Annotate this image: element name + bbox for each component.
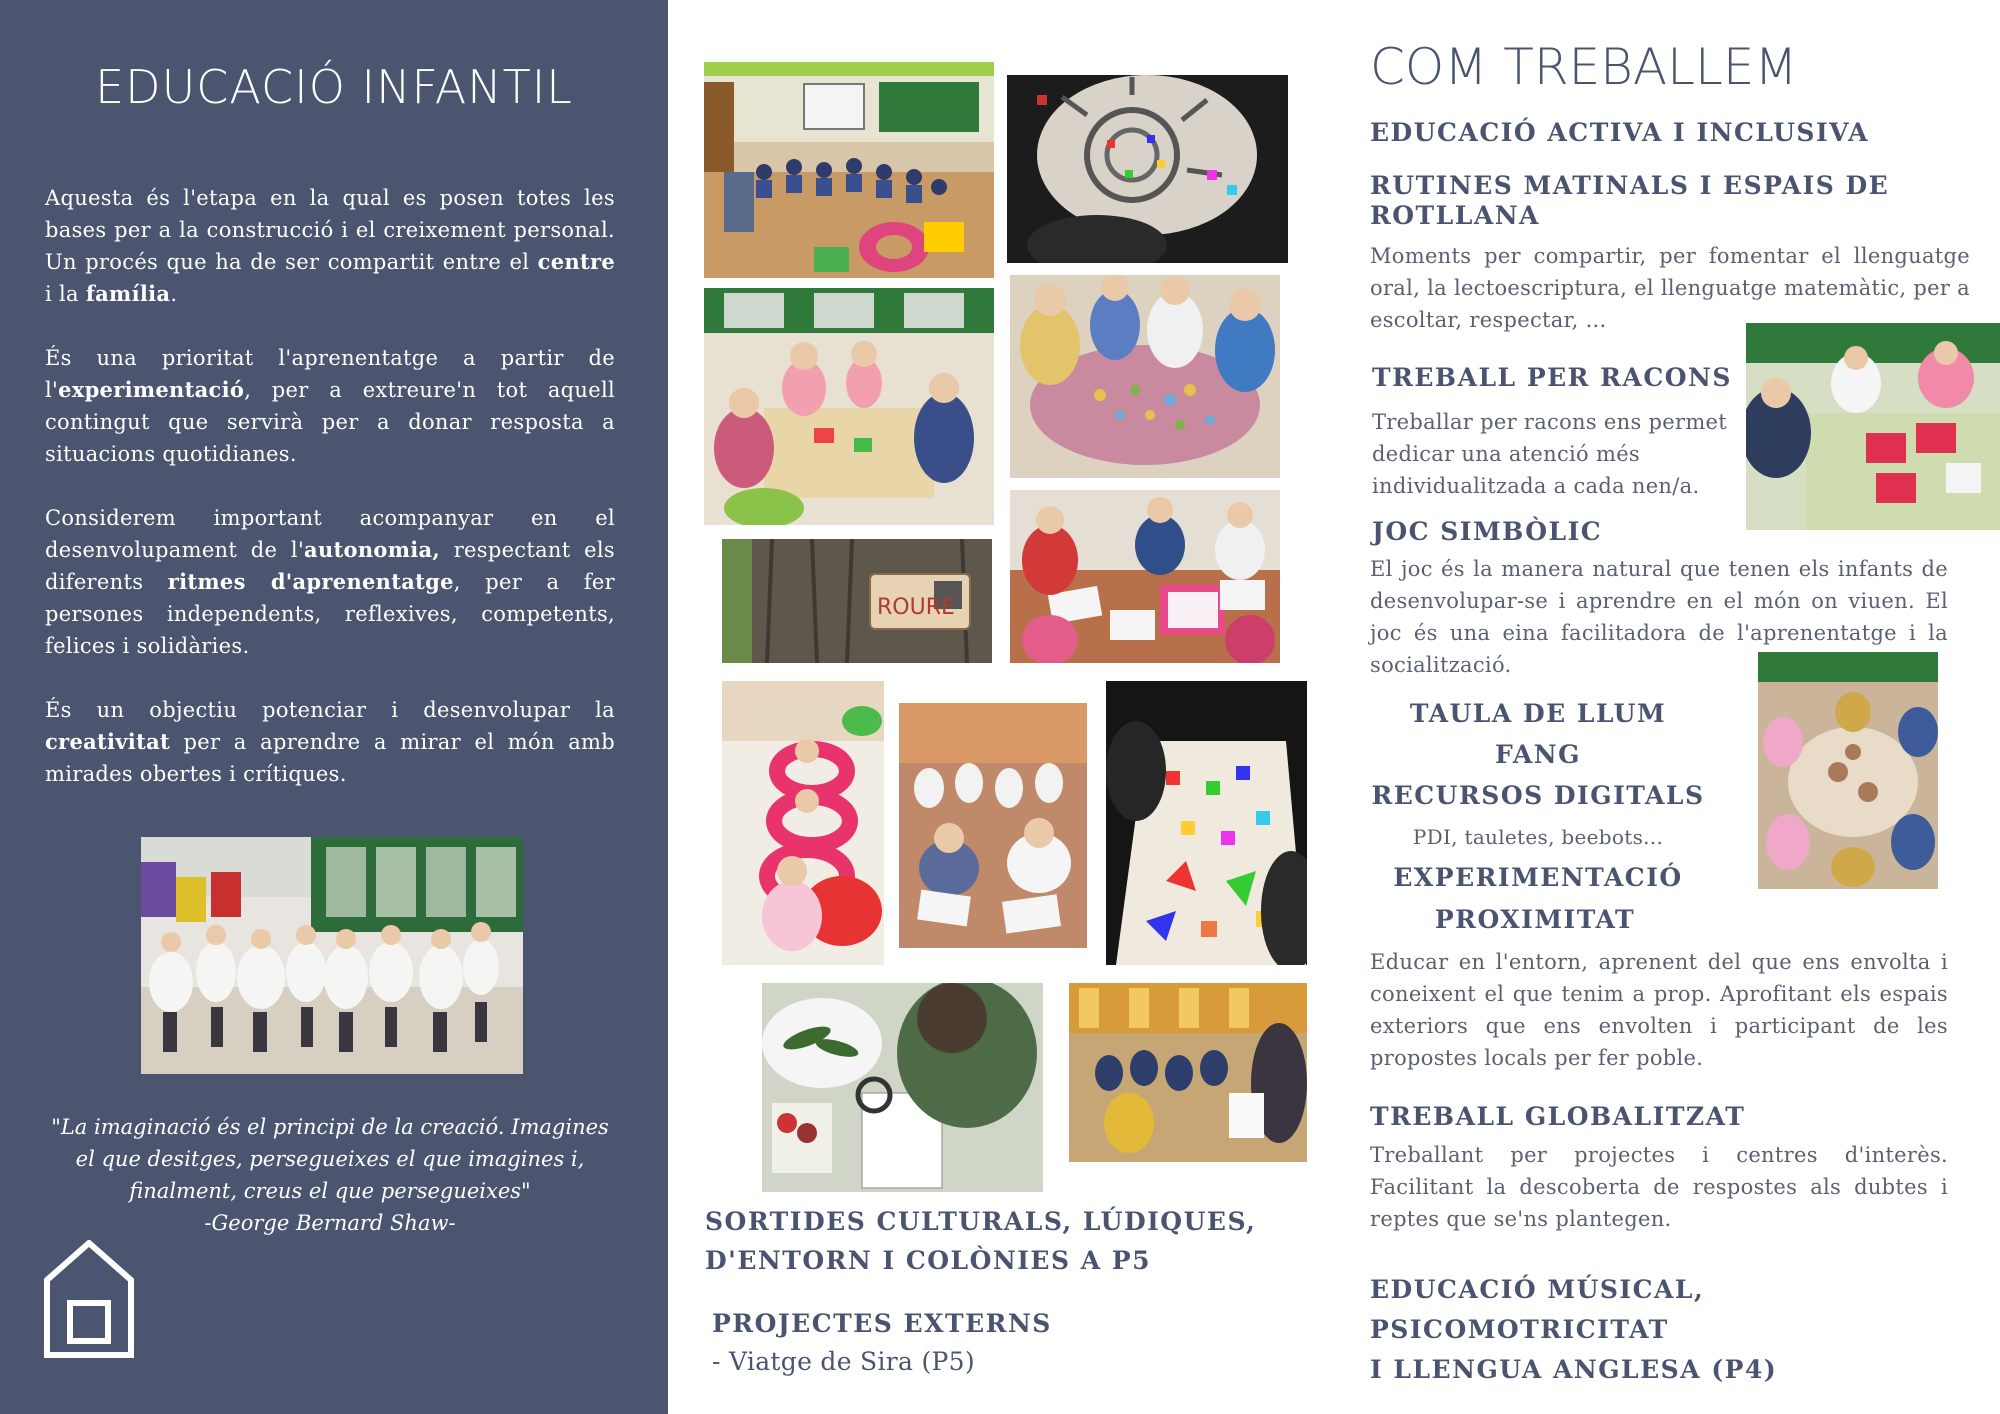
heading-music-psychomotor-english: EDUCACIÓ MÚSICAL, PSICOMOTRICITAT I LLENGUA ANGLESA (P4) [1370, 1275, 1778, 1384]
text-global-work: Treballant per projectes i centres d'interès. Facilitant la descoberta de respostes als dubtes i reptes que se'ns plantegen. [1370, 1143, 1948, 1231]
left-intro-text [45, 182, 615, 822]
heading-proximity: PROXIMITAT [1434, 905, 1636, 934]
paragraph-4: És un objectiu potenciar i desenvolupar la creativitat per a aprendre a mirar el món amb mirades obertes i crítiques. [45, 698, 615, 786]
paragraph-3: Considerem important acompanyar en el desenvolupament de l'autonomia, respectant els diferents ritmes d'aprenentatge, per a fer persones independents, reflexives, competents, felices i solidàries. [45, 506, 615, 658]
paragraph-1: Aquesta és l'etapa en la qual es posen totes les bases per a la construcció i el creixement personal. Un procés que ha de ser compartit entre el centre i la família. [45, 186, 615, 306]
left-title: EDUCACIÓ INFANTIL [95, 60, 573, 114]
paragraph-2: És una prioritat l'aprenentatge a partir de l'experimentació, per a extreure'n tot aquell contingut que servirà per a donar resposta a situacions quotidianes. [45, 346, 615, 466]
heading-active-education: EDUCACIÓ ACTIVA I INCLUSIVA [1370, 118, 1870, 147]
text-symbolic-play: El joc és la manera natural que tenen els infants de desenvolupar-se i aprendre en el món on viuen. El joc és una eina facilitadora de l'aprenentatge i la socialització. [1370, 557, 1948, 677]
house-icon [44, 1240, 134, 1358]
text-routines: Moments per compartir, per fomentar el llenguatge oral, la lectoescriptura, el llenguatge matemàtic, per a escoltar, respectar, ... [1370, 244, 1970, 332]
photo-kids-floor-writing [899, 703, 1087, 948]
photo-table-experiment [704, 288, 994, 525]
quote-line-1: "La imaginació és el principi de la creació. Imagines [51, 1115, 609, 1139]
left-panel [0, 0, 668, 1414]
photo-racons-table [1746, 323, 2000, 530]
text-racons: Treballar per racons ens permet dedicar una atenció més individualitzada a cada nen/a. [1372, 410, 1728, 498]
photo-kids-drawing-table [1010, 490, 1280, 663]
heading-racons: TREBALL PER RACONS [1372, 363, 1732, 392]
quote-line-2: el que desitges, persegueixes el que imagines i, [75, 1147, 585, 1171]
photo-tree-sign [722, 539, 992, 663]
heading-symbolic-play: JOC SIMBÒLIC [1372, 517, 1603, 546]
photo-sand-drawing [1007, 75, 1288, 263]
right-title: COM TREBALLEM [1370, 38, 1798, 96]
quote-line-3: finalment, creus el que persegueixes" [129, 1179, 531, 1203]
heading-light-table: TAULA DE LLUM [1409, 699, 1667, 728]
photo-kids-tyres [722, 681, 884, 965]
heading-clay: FANG [1495, 740, 1581, 769]
quote-author: -George Bernard Shaw- [204, 1211, 456, 1235]
photo-kids-colorful-bin [1010, 275, 1280, 478]
text-proximity: Educar en l'entorn, aprenent del que ens envolta i coneixent el que tenim a prop. Aprofitant els espais exteriors que ens envolten i participant de les propostes locals per fer poble. [1370, 950, 1948, 1070]
photo-light-table [1106, 681, 1307, 965]
external-projects-heading: PROJECTES EXTERNS [712, 1309, 1052, 1338]
outings-heading: SORTIDES CULTURALS, LÚDIQUES, D'ENTORN I COLÒNIES A P5 [705, 1207, 1257, 1275]
photo-outdoor-group [1069, 983, 1307, 1162]
tree-sign-text: ROURE [877, 595, 955, 620]
heading-global-work: TREBALL GLOBALITZAT [1370, 1102, 1746, 1131]
photo-classroom-circle [704, 62, 994, 278]
text-digital-resources: PDI, tauletes, beebots... [1412, 825, 1664, 849]
heading-experimentation: EXPERIMENTACIÓ [1393, 863, 1683, 892]
photo-magnifying-leaves [762, 983, 1043, 1192]
quote [40, 1111, 620, 1239]
external-projects-item: - Viatge de Sira (P5) [712, 1347, 975, 1376]
heading-digital-resources: RECURSOS DIGITALS [1371, 781, 1705, 810]
photo-group-table-top [1758, 652, 1938, 889]
photo-kids-paper [141, 837, 523, 1074]
heading-routines: RUTINES MATINALS I ESPAIS DE ROTLLANA [1370, 171, 1890, 230]
